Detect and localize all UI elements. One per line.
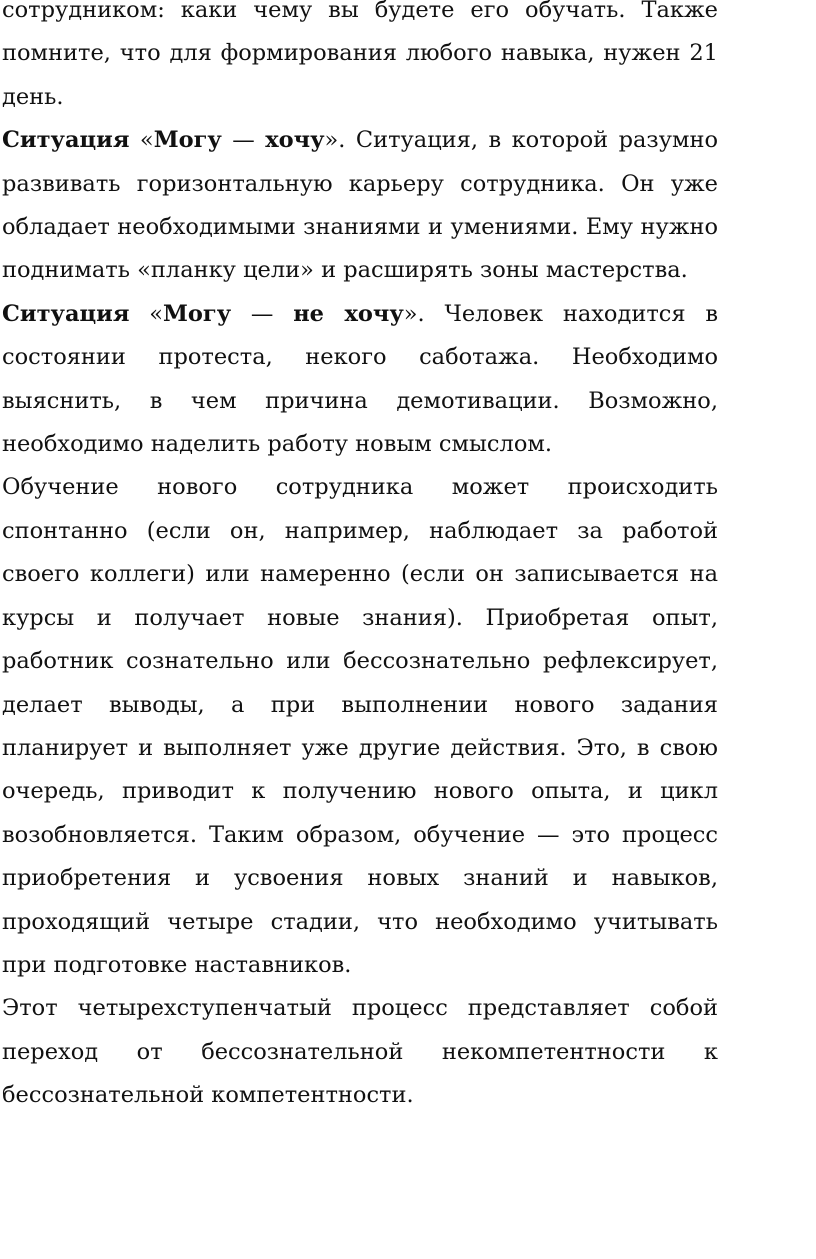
document-body bbox=[2, 0, 718, 1118]
dash: — bbox=[221, 127, 266, 154]
situation-can: Могу bbox=[153, 127, 222, 154]
paragraph-text: сотрудником: каки чему вы будете его обучать. Также помните, что для формирования любого навыка, нужен 21 день. bbox=[2, 0, 718, 110]
situation-label: Ситуация bbox=[2, 300, 130, 327]
situation-not-want: не хочу bbox=[293, 300, 404, 327]
paragraph-text: ». Ситуация, в которой разумно развивать горизонтальную карьеру сотрудника. Он уже обладает необходимыми знаниями и умениями. Ему нужно поднимать «планку цели» и расширять зоны мастерства. bbox=[2, 127, 718, 284]
paragraph-text: ». Человек находится в состоянии протеста, некого саботажа. Необходимо выяснить, в чем причина демотивации. Возможно, необходимо наделить работу новым смыслом. bbox=[2, 300, 719, 458]
quote-open: « bbox=[129, 127, 154, 154]
paragraph-four-step-process bbox=[2, 987, 718, 1117]
situation-can: Могу bbox=[163, 300, 232, 327]
dash: — bbox=[231, 300, 294, 327]
paragraph-text: Обучение нового сотрудника может происходить спонтанно (если он, например, наблюдает за работой своего коллеги) или намеренно (если он записывается на курсы и получает новые знания). Приобретая опыт, работник сознательно или бессознательно рефлексирует, делает выводы, а при выполнении нового задания планирует и выполняет уже другие действия. Это, в свою очередь, приводит к получению нового опыта, и цикл возобновляется. Таким образом, обучение — это процесс приобретения и усвоения новых знаний и навыков, проходящий четыре стадии, что необходимо учитывать при подготовке наставников. bbox=[2, 474, 718, 978]
situation-want: хочу bbox=[265, 127, 325, 154]
situation-label: Ситуация bbox=[2, 127, 130, 154]
paragraph-text: Этот четырехступенчатый процесс представляет собой переход от бессознательной некомпетентности к бессознательной компетентности. bbox=[2, 995, 718, 1109]
quote-open: « bbox=[129, 300, 164, 327]
paragraph-learning-process bbox=[2, 466, 718, 987]
paragraph-training-note bbox=[2, 0, 718, 119]
paragraph-situation-can-not-want bbox=[2, 293, 718, 467]
paragraph-situation-can-want bbox=[2, 119, 718, 293]
